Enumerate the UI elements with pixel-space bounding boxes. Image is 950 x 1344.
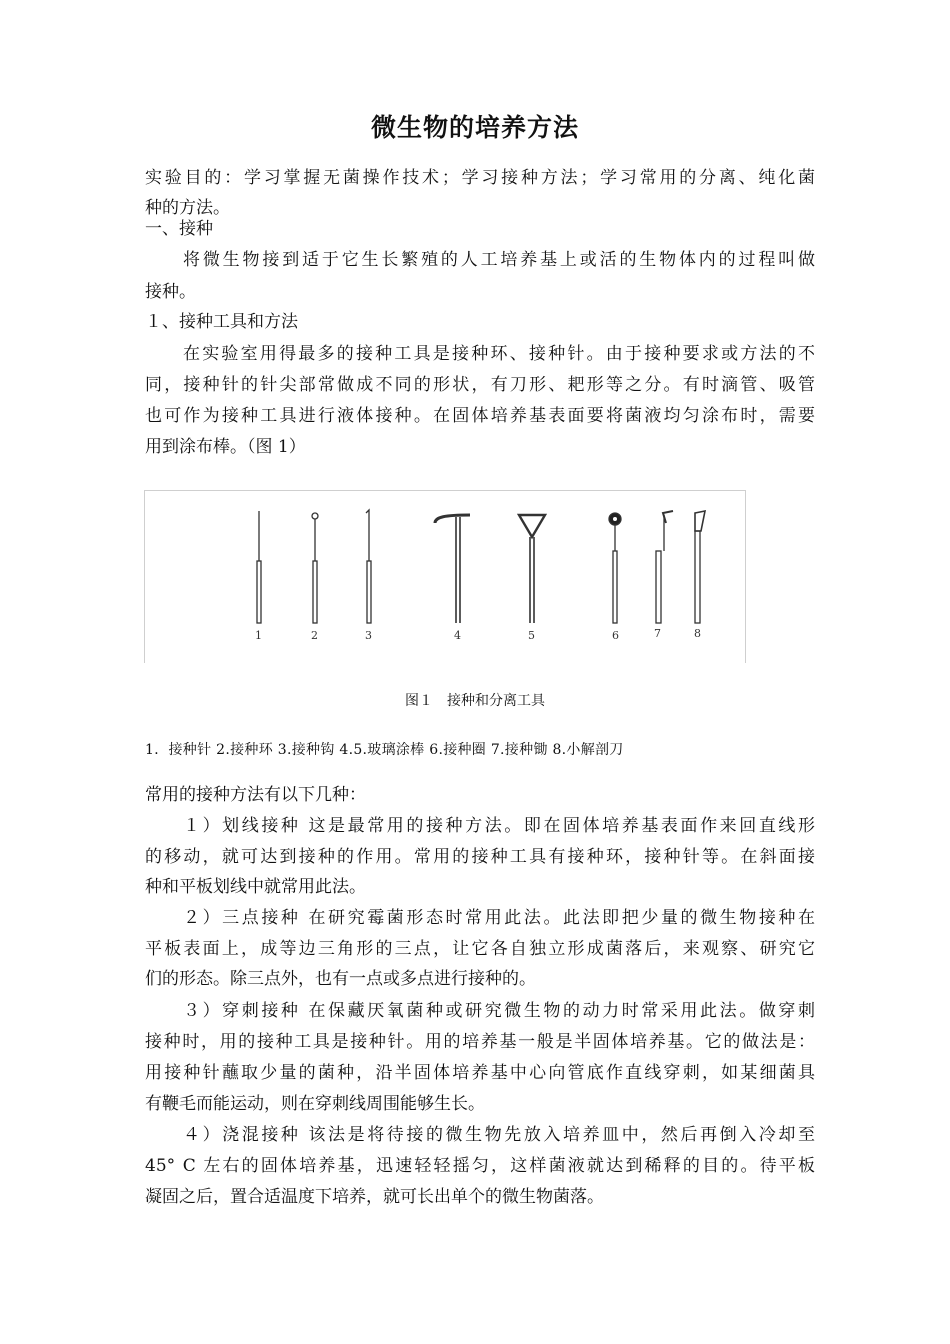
paragraph-line: 实验目的：学习掌握无菌操作技术；学习接种方法；学习常用的分离、纯化菌 (145, 168, 815, 188)
tools-figure (144, 490, 746, 663)
paragraph-line: 在实验室用得最多的接种工具是接种环、接种针。由于接种要求或方法的不 (183, 344, 815, 364)
paragraph-line: 凝固之后，置合适温度下培养，就可长出单个的微生物菌落。 (145, 1187, 604, 1207)
tool-numbers (255, 627, 701, 642)
paragraph-line: 用到涂布棒。（图 1） (145, 437, 306, 457)
paragraph-line: 种的方法。 (145, 198, 230, 218)
small-scalpel-drawing (695, 511, 705, 623)
paragraph-line: 将微生物接到适于它生长繁殖的人工培养基上或活的生物体内的过程叫做 (183, 250, 815, 270)
paragraph-line: 的移动，就可达到接种的作用。常用的接种工具有接种环，接种针等。在斜面接 (145, 847, 815, 867)
tool-number: 8 (694, 627, 701, 640)
paragraph-line: 也可作为接种工具进行液体接种。在固体培养基表面要将菌液均匀涂布时，需要 (145, 406, 815, 426)
paragraph-line: 45° C 左右的固体培养基，迅速轻轻摇匀，这样菌液就达到稀释的目的。待平板 (145, 1156, 815, 1176)
paragraph-line: 们的形态。除三点外，也有一点或多点进行接种的。 (145, 969, 536, 989)
tool-number: 4 (454, 629, 461, 642)
tool-number: 7 (654, 627, 661, 640)
paragraph-line: 平板表面上，成等边三角形的三点，让它各自独立形成菌落后，来观察、研究它 (145, 939, 815, 959)
section-heading: 一、接种 (145, 219, 213, 239)
paragraph-line: 同，接种针的针尖部常做成不同的形状，有刀形、耙形等之分。有时滴管、吸管 (145, 375, 815, 395)
paragraph-line: 种和平板划线中就常用此法。 (145, 877, 366, 897)
page-title: 微生物的培养方法 (370, 113, 579, 142)
tool-number: 1 (255, 629, 262, 642)
figure-caption: 图１ 接种和分离工具 (405, 693, 545, 709)
paragraph-line: 接种时，用的接种工具是接种针。用的培养基一般是半固体培养基。它的做法是： (145, 1032, 815, 1052)
tool-number: 2 (311, 629, 318, 642)
paragraph-line: １）划线接种 这是最常用的接种方法。即在固体培养基表面作来回直线形 (183, 816, 815, 836)
paragraph-line: 接种。 (145, 282, 196, 302)
inoculating-ring-drawing (609, 513, 621, 623)
tools-illustration (145, 491, 745, 663)
tool-number: 6 (612, 629, 619, 642)
paragraph-line: 常用的接种方法有以下几种： (145, 785, 366, 805)
inoculating-loop-drawing (312, 513, 318, 623)
inoculating-hoe-drawing (656, 511, 673, 623)
paragraph-line: ４）浇混接种 该法是将待接的微生物先放入培养皿中，然后再倒入冷却至 (183, 1125, 815, 1145)
glass-spreader-triangle-drawing (519, 515, 545, 623)
glass-spreader-l-drawing (435, 515, 470, 623)
figure-legend: 1．接种针 2.接种环 3.接种钩 4.5.玻璃涂棒 6.接种圈 7.接种锄 8.小解剖刀 (145, 742, 624, 758)
paragraph-line: 用接种针蘸取少量的菌种，沿半固体培养基中心向管底作直线穿刺，如某细菌具 (145, 1063, 815, 1083)
inoculating-hook-drawing (366, 510, 371, 623)
tool-number: 3 (365, 629, 372, 642)
paragraph-line: ３）穿刺接种 在保藏厌氧菌种或研究微生物的动力时常采用此法。做穿刺 (183, 1001, 815, 1021)
paragraph-line: 有鞭毛而能运动，则在穿刺线周围能够生长。 (145, 1094, 485, 1114)
tool-number: 5 (528, 629, 535, 642)
subsection-heading: １、接种工具和方法 (145, 312, 298, 332)
paragraph-line: ２）三点接种 在研究霉菌形态时常用此法。此法即把少量的微生物接种在 (183, 908, 815, 928)
inoculating-needle-drawing (257, 511, 261, 623)
